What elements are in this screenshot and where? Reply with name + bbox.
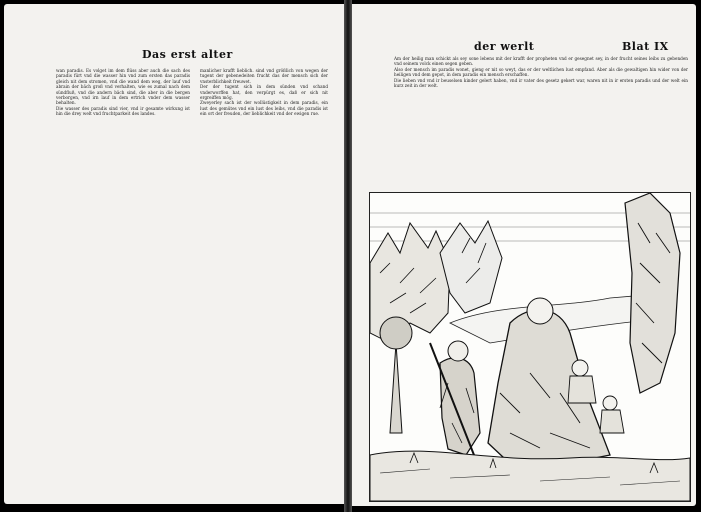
left-col1-paragraph: wan paradis. Es volget im dem flüss aber auch die sach des paradis fürt vnd die wasser hin vnd zum ersten das paradis gleich nit dem stromen, vnd die wand dem weg, der lauf vnd abrain der bäch groß vnd verhalten, wie es zumal nach dem sündfluß, vnd die andern bäch sind, die aber in die bergen verborgen, vnd irn lauf in dem ertrich vnder dem wasser behalten. <box>56 68 190 106</box>
left-col2-paragraph: Der der tugent sich in dem sünden vnd schand vnderworffen hat, den verpürgt es, daß er sich nit ergreiffen mög. <box>200 84 328 101</box>
book-gutter <box>344 0 352 512</box>
right-page-text <box>394 56 688 188</box>
folio-number: Blat IX <box>622 40 669 53</box>
right-text-paragraph: Die lieben vnd vnd ir beuselsen kinder gelert haben, vnd ir vater des gesetz gekert war, waren nit in ir ersten paradis und der welt ein kurz zeit in der welt. <box>394 77 688 89</box>
left-col2-paragraph: Zweyerley sach ist der wollüstigkeit in dem paradis, ein lust des gemütes vnd ein lust des leibs, vnd die paradis ist ein ort der freuden, der lieblichkeit vnd der ewigen rue. <box>200 100 328 117</box>
woodcut-illustration <box>369 192 691 502</box>
right-text-paragraph: Am der heilig man schickt als sey sone lebens mit der krafft der propheten vnd er gesegnet sey, in der frucht seines leibs zu gebenden vnd seinem volck einen segen geben. <box>394 56 688 67</box>
left-running-header: Das erst alter <box>142 48 233 61</box>
left-page <box>4 4 344 504</box>
left-col1-paragraph: Die wasser des paradis sind vier, vnd ir gesamte wirkung ist hin die drey welt vnd fruchtparkeit des landes. <box>56 105 190 117</box>
left-page-column-1 <box>56 68 190 448</box>
right-text-paragraph: Also der mensch im paradis wonet, gieng er nit so weyt, das er der weltlichen lust empfand. Aber als die gewaltigen hin wider von der heiligen vnd dem gepot, in dem paradis ein mensch erschaffen. <box>394 66 688 78</box>
woodcut-drawing <box>370 193 690 501</box>
right-running-header: der werlt <box>474 40 535 53</box>
right-page <box>352 4 696 506</box>
left-page-column-2 <box>200 68 328 378</box>
left-col2-paragraph: manlicher krafft lieblich. sind vnd größlich von wegen der tugent der gebenedeiten frucht das der mensch sich der vnsterblichkeit freuwet. <box>200 68 328 84</box>
